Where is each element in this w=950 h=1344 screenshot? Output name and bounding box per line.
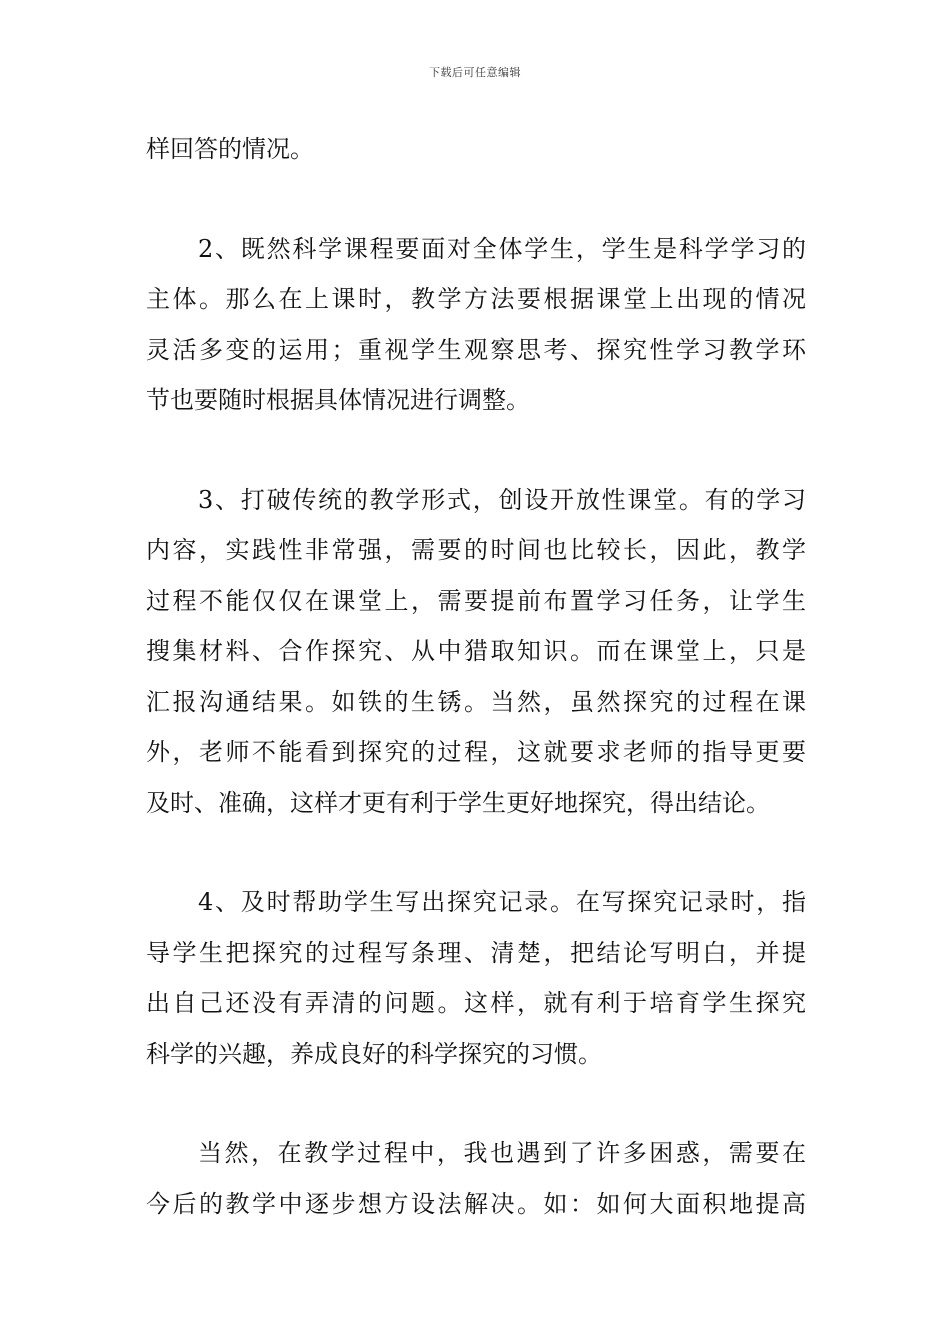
text-line: 汇报沟通结果。如铁的生锈。当然，虽然探究的过程在课 [146,687,806,716]
text-line: 搜集材料、合作探究、从中猎取知识。而在课堂上，只是 [146,637,806,665]
text-line: 样回答的情况。 [146,135,314,163]
text-line: 及时、准确，这样才更有利于学生更好地探究，得出结论。 [146,788,770,817]
document-body [146,124,806,1229]
text-line: 导学生把探究的过程写条理、清楚，把结论写明白，并提 [146,938,806,967]
page-header: 下载后可任意编辑 [429,66,521,79]
paragraph-4 [146,877,806,1079]
text-line: 今后的教学中逐步想方设法解决。如：如何大面积地提高 [146,1189,806,1218]
text-line: 科学的兴趣，养成良好的科学探究的习惯。 [146,1039,602,1068]
text-line: 主体。那么在上课时，教学方法要根据课堂上出现的情况 [146,285,806,313]
paragraph-5 [146,1128,806,1229]
paragraph-2 [146,224,806,426]
text-line: 3、打破传统的教学形式，创设开放性课堂。有的学习 [198,485,806,514]
text-line: 4、及时帮助学生写出探究记录。在写探究记录时，指 [198,888,806,916]
text-line: 灵活多变的运用；重视学生观察思考、探究性学习教学环 [146,335,806,364]
paragraph-1 [146,124,806,175]
paragraph-spacer [146,426,806,475]
text-line: 过程不能仅仅在课堂上，需要提前布置学习任务，让学生 [146,586,806,615]
text-line: 节也要随时根据具体情况进行调整。 [146,386,530,414]
text-line: 外，老师不能看到探究的过程，这就要求老师的指导更要 [146,738,806,766]
paragraph-3 [146,475,806,829]
paragraph-spacer [146,175,806,224]
text-line: 2、既然科学课程要面对全体学生，学生是科学学习的 [198,234,806,263]
text-line: 内容，实践性非常强，需要的时间也比较长，因此，教学 [146,536,806,564]
text-line: 出自己还没有弄清的问题。这样，就有利于培育学生探究 [146,989,806,1017]
text-line: 当然，在教学过程中，我也遇到了许多困惑，需要在 [198,1139,806,1167]
paragraph-spacer [146,1079,806,1128]
paragraph-spacer [146,828,806,877]
